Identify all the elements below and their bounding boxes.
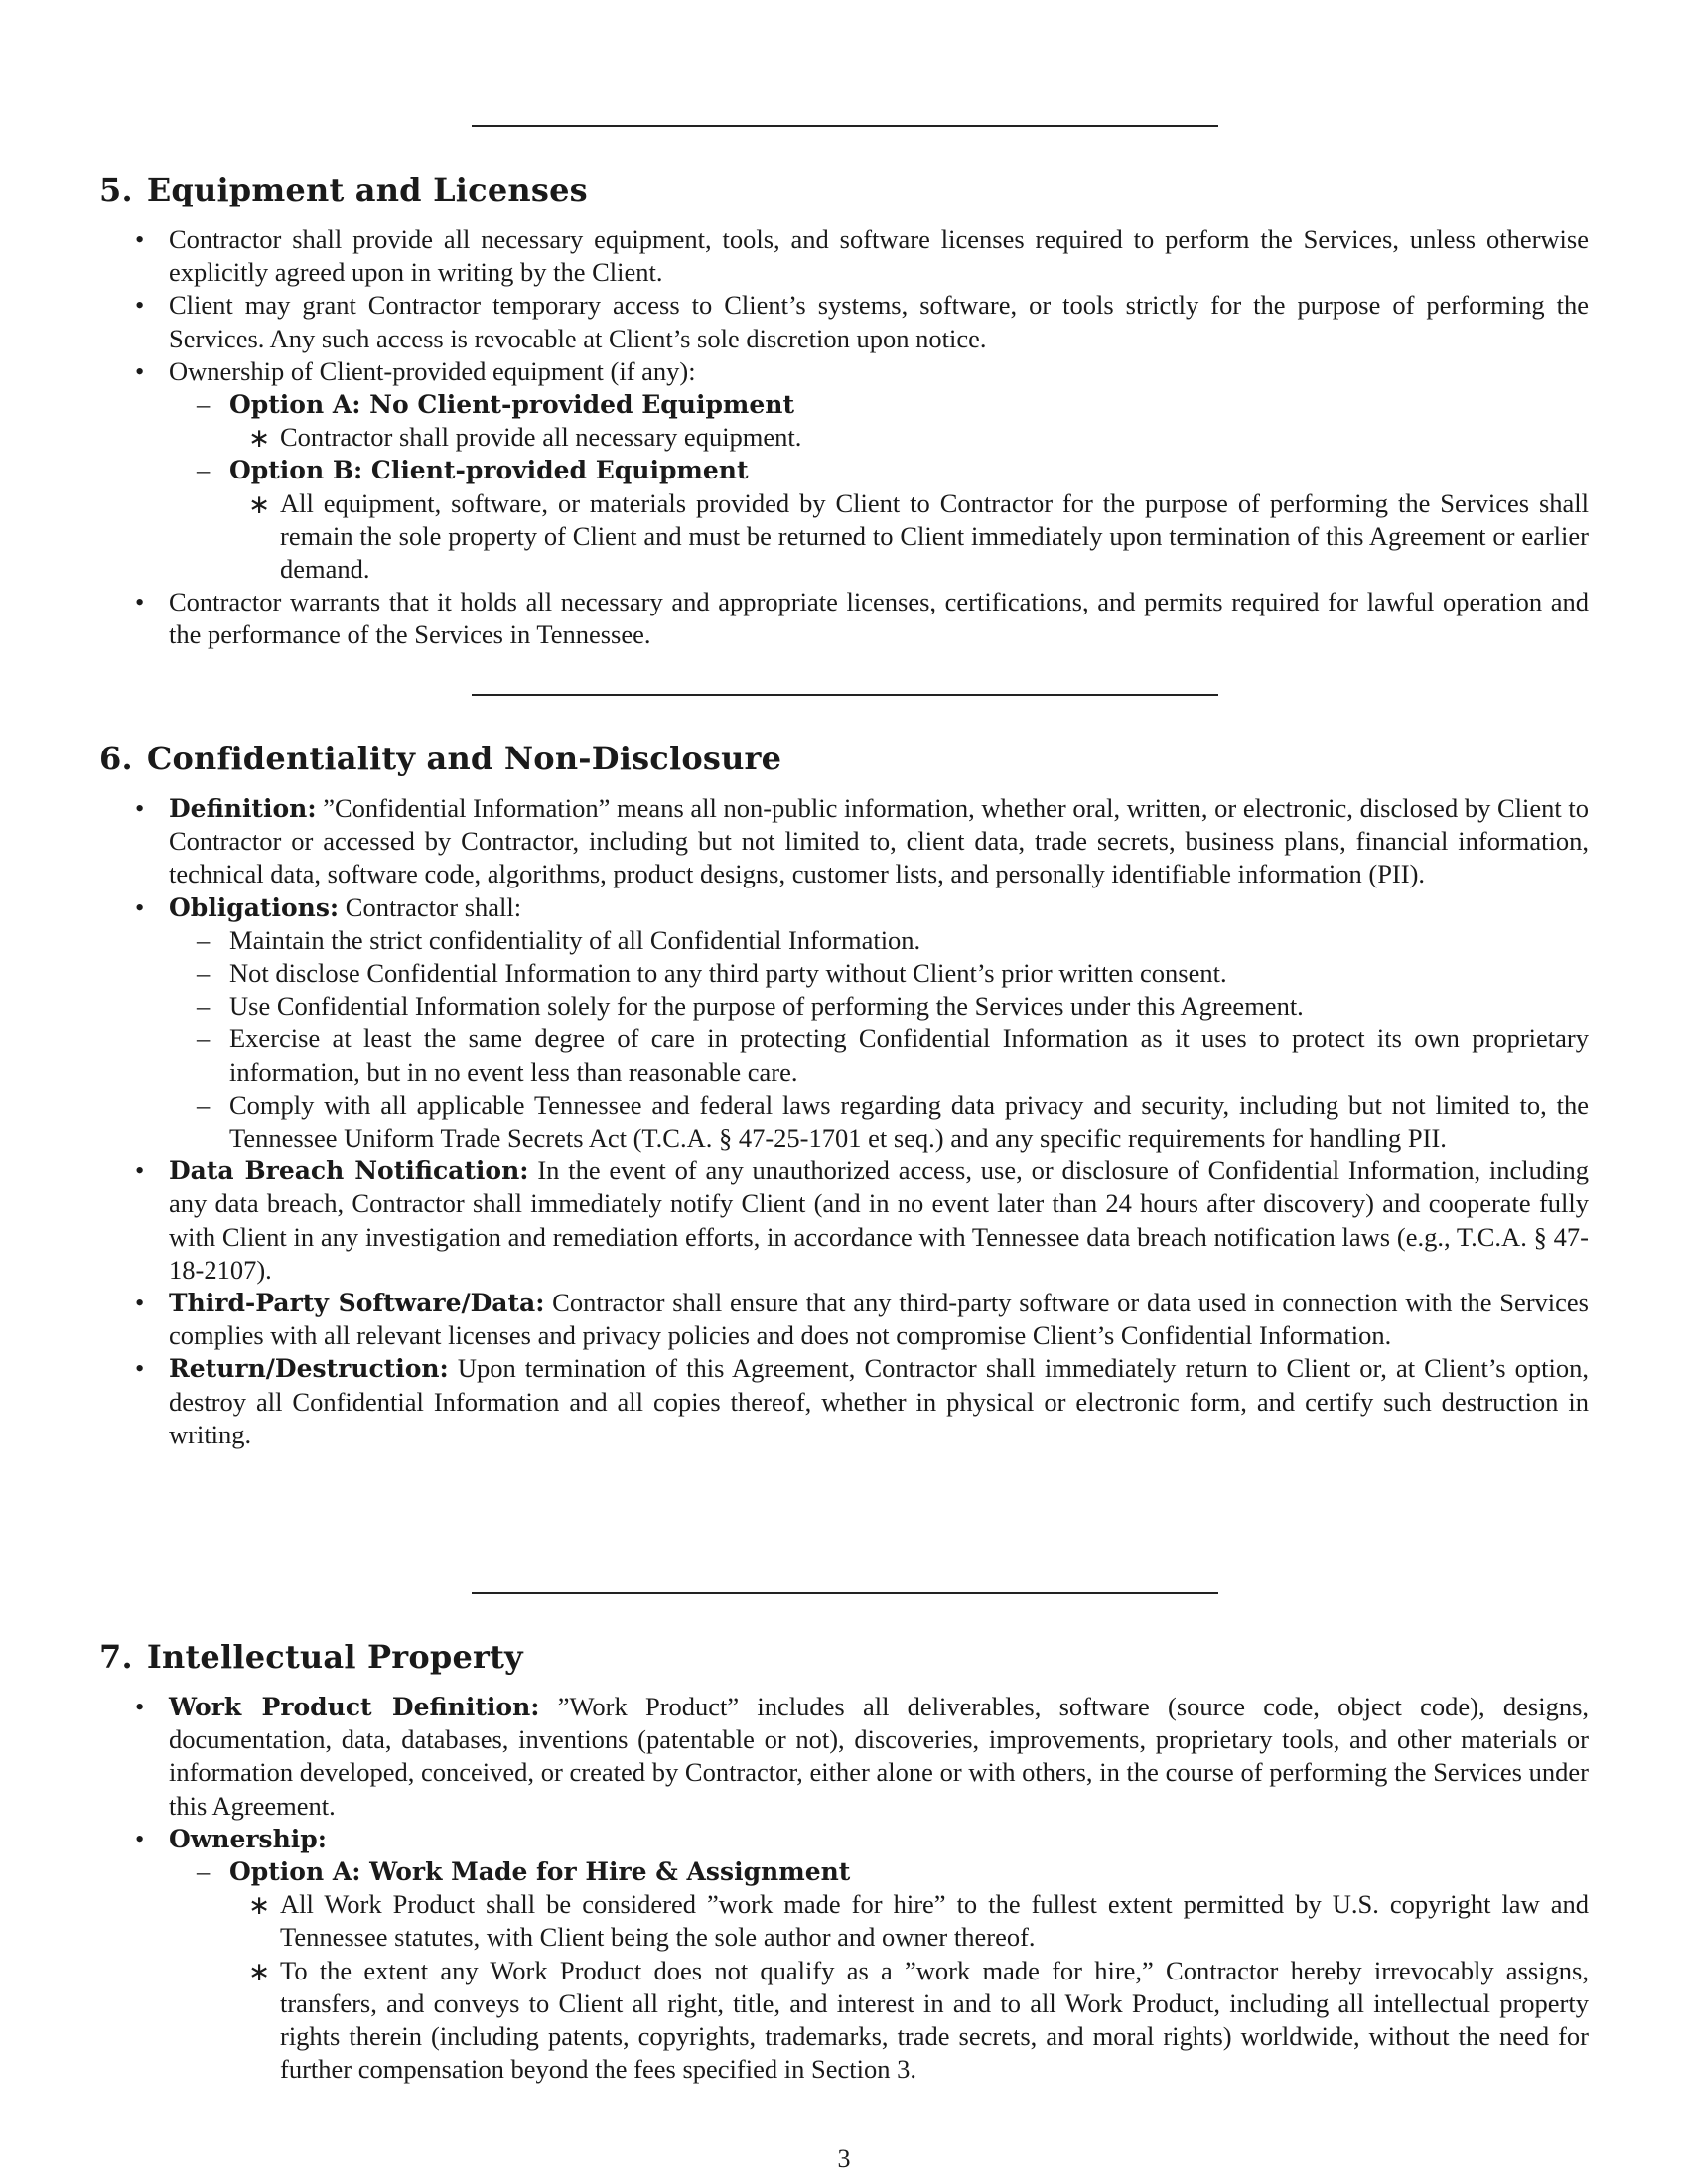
section-heading: [99, 1637, 1589, 1677]
bullet-list: [99, 792, 1589, 1451]
bullet-icon: •: [135, 224, 145, 254]
section-title: Intellectual Property: [146, 1638, 523, 1676]
section-title: Equipment and Licenses: [146, 171, 588, 208]
bullet-icon: •: [135, 891, 145, 922]
asterisk-icon: ∗: [248, 423, 271, 454]
asterisk-icon: ∗: [248, 1956, 271, 1986]
dash-icon: –: [197, 924, 211, 955]
bullet-icon: •: [135, 1156, 145, 1186]
bullet-icon: •: [135, 1288, 145, 1318]
dash-icon: –: [197, 1856, 211, 1887]
list-item: • Third-Party Software/Data: Contractor shall ensure that any third-party software or data used in connection with the Services complies with all relevant licenses and privacy policies and does not compromise Client’s Confidential Information.: [135, 1288, 1589, 1351]
list-item: • Contractor warrants that it holds all necessary and appropriate licenses, certifications, and permits required for lawful operation and the performance of the Services in Tennessee.: [135, 587, 1589, 650]
bullet-icon: •: [135, 290, 145, 321]
list-item: ∗ Contractor shall provide all necessary equipment.: [99, 421, 1589, 454]
list-item: ∗ All Work Product shall be considered ”work made for hire” to the fullest extent permitted by U.S. copyright law and Tennessee statutes, with Client being the sole author and owner thereof.: [248, 1889, 1589, 1953]
section-5: [99, 170, 1589, 652]
list-item: – Not disclose Confidential Information to any third party without Client’s prior written consent.: [99, 957, 1589, 990]
list-item: • Ownership of Client-provided equipment (if any):: [99, 355, 1589, 388]
list-item: • Contractor shall provide all necessary equipment, tools, and software licenses required to perform the Services, unless otherwise explicitly agreed upon in writing by the Client.: [135, 224, 1589, 288]
dash-icon: –: [197, 1089, 211, 1120]
bullet-icon: •: [135, 1353, 145, 1384]
bullet-icon: •: [135, 1823, 145, 1853]
section-title: Confidentiality and Non-Disclosure: [146, 740, 782, 777]
list-item: • Data Breach Notification: In the event of any unauthorized access, use, or disclosure of Confidential Information, including any data breach, Contractor shall immediately notify Client (and in no event later than 24 hours after discovery) and cooperate fully with Client in any investigation and remediation efforts, in accordance with Tennessee data breach notification laws (e.g., T.C.A. § 47-18-2107).: [135, 1156, 1589, 1285]
list-item: • Ownership:: [99, 1823, 1589, 1855]
dash-icon: –: [197, 455, 211, 485]
section-number: 5.: [99, 171, 133, 208]
bullet-icon: •: [135, 587, 145, 617]
bullet-list: [99, 1691, 1589, 2086]
list-item: • Definition: ”Confidential Information” means all non-public information, whether oral, written, or electronic, disclosed by Client to Contractor or accessed by Contractor, including but not limited to, client data, trade secrets, business plans, financial information, technical data, software code, algorithms, product designs, customer lists, and personally identifiable information (PII).: [135, 793, 1589, 889]
list-item: • Work Product Definition: ”Work Product” includes all deliverables, software (source code, object code), designs, documentation, data, databases, inventions (patentable or not), discoveries, improvements, proprietary tools, and other materials or information developed, conceived, or created by Contractor, either alone or with others, in the course of performing the Services under this Agreement.: [135, 1692, 1590, 1821]
section-divider: [472, 1592, 1218, 1594]
list-item: – Option A: No Client-provided Equipment: [99, 388, 1589, 421]
list-item: ∗ To the extent any Work Product does not qualify as a ”work made for hire,” Contractor hereby irrevocably assigns, transfers, and conveys to Client all right, title, and interest in and to all Work Product, including all intellectual property rights therein (including patents, copyrights, trademarks, trade secrets, and moral rights) worldwide, without the need for further compensation beyond the fees specified in Section 3.: [248, 1955, 1589, 2085]
section-divider: [472, 125, 1218, 127]
list-item: • Client may grant Contractor temporary access to Client’s systems, software, or tools strictly for the purpose of performing the Services. Any such access is revocable at Client’s sole discretion upon notice.: [135, 290, 1589, 353]
dash-icon: –: [197, 991, 211, 1022]
list-item: – Comply with all applicable Tennessee and federal laws regarding data privacy and security, including but not limited to, the Tennessee Uniform Trade Secrets Act (T.C.A. § 47-25-1701 et seq.) and any specific requirements for handling PII.: [197, 1089, 1589, 1154]
page-number: 3: [837, 2144, 851, 2173]
bullet-icon: •: [135, 355, 145, 386]
bullet-list: [99, 223, 1589, 652]
list-item: – Maintain the strict confidentiality of all Confidential Information.: [99, 924, 1589, 957]
section-heading: [99, 739, 1589, 778]
section-number: 7.: [99, 1638, 133, 1676]
list-item: • Obligations: Contractor shall:: [99, 891, 1589, 924]
asterisk-icon: ∗: [248, 488, 271, 519]
asterisk-icon: ∗: [248, 1890, 271, 1921]
list-item: – Exercise at least the same degree of care in protecting Confidential Information as it uses to protect its own proprietary information, but in no event less than reasonable care.: [197, 1024, 1589, 1087]
list-item: – Option B: Client-provided Equipment: [99, 454, 1589, 486]
list-item: ∗ All equipment, software, or materials provided by Client to Contractor for the purpose of performing the Services shall remain the sole property of Client and must be returned to Client immediately upon termination of this Agreement or earlier demand.: [248, 487, 1589, 585]
bullet-icon: •: [135, 1692, 145, 1721]
dash-icon: –: [197, 1024, 211, 1054]
dash-icon: –: [197, 389, 211, 420]
dash-icon: –: [197, 958, 211, 989]
bullet-icon: •: [135, 793, 145, 823]
section-heading: [99, 170, 1589, 209]
section-divider: [472, 694, 1218, 696]
list-item: – Use Confidential Information solely for the purpose of performing the Services under this Agreement.: [99, 990, 1589, 1023]
list-item: – Option A: Work Made for Hire & Assignment: [99, 1855, 1589, 1888]
list-item: • Return/Destruction: Upon termination of this Agreement, Contractor shall immediately return to Client or, at Client’s option, destroy all Confidential Information and all copies thereof, whether in physical or electronic form, and certify such destruction in writing.: [135, 1353, 1590, 1449]
section-6: [99, 739, 1589, 1451]
section-number: 6.: [99, 740, 133, 777]
section-7: [99, 1637, 1589, 2086]
